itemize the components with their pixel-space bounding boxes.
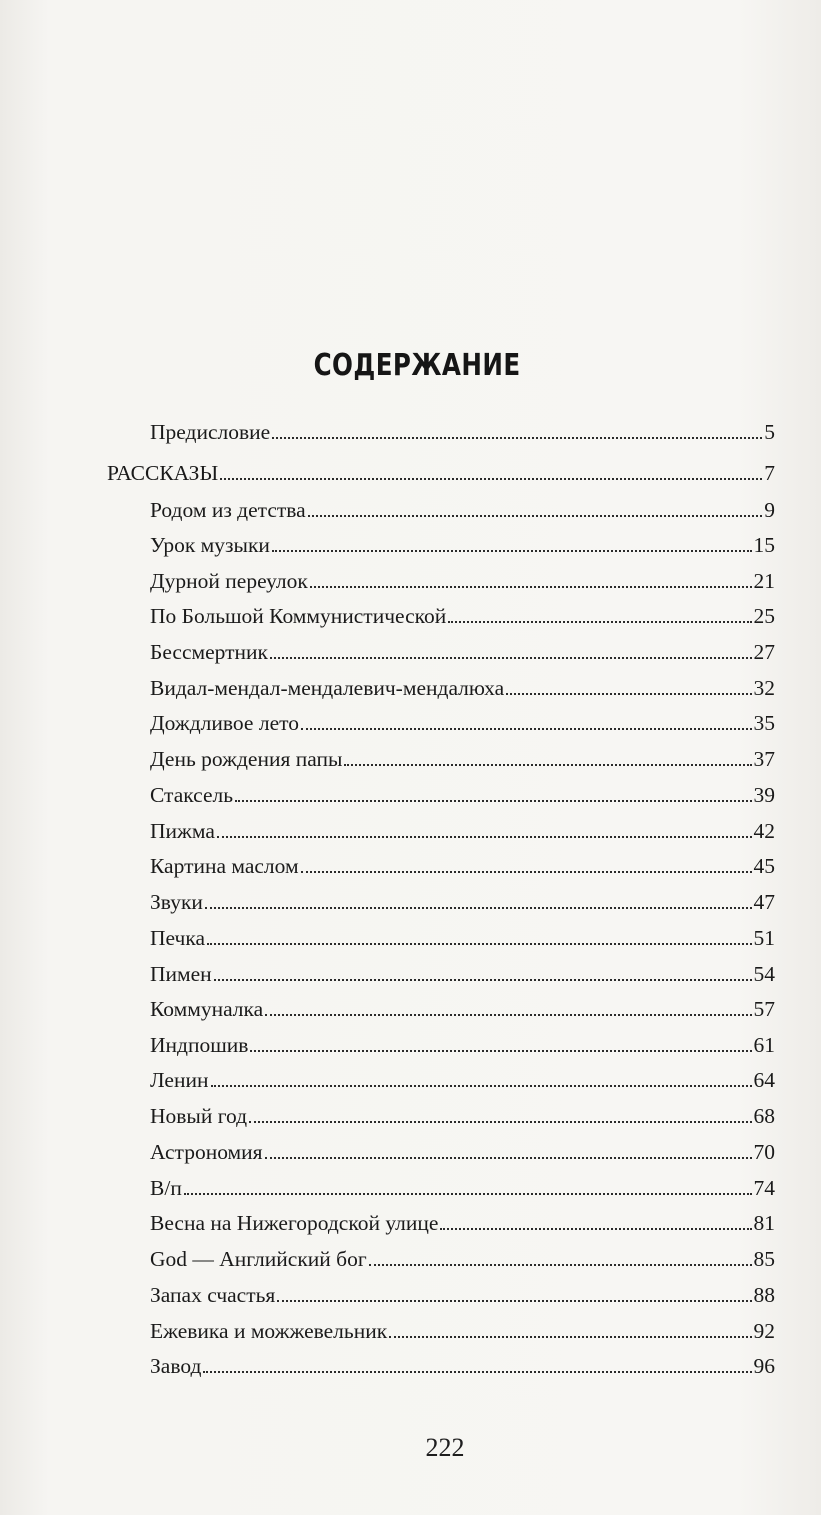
toc-entry [150, 1209, 775, 1239]
toc-entry [150, 960, 775, 990]
toc-entry-title: Пимен [150, 962, 212, 986]
dot-leader [235, 794, 751, 802]
dot-leader [448, 615, 751, 623]
toc-entry [150, 674, 775, 704]
toc-entry [150, 852, 775, 882]
toc-entry-page: 54 [753, 962, 775, 986]
dot-leader [249, 1115, 751, 1123]
toc-entry-title: Новый год [150, 1104, 248, 1128]
toc-entry [150, 1066, 775, 1096]
toc-entry-page: 88 [753, 1283, 775, 1307]
toc-entry [150, 1138, 775, 1168]
toc-entry-page: 5 [764, 420, 775, 444]
dot-leader [369, 1258, 752, 1266]
toc-entry-page: 27 [753, 640, 775, 664]
toc-entry-title: Урок музыки [150, 533, 270, 557]
toc-entry-page: 70 [753, 1140, 775, 1164]
dot-leader [250, 1044, 751, 1052]
toc-entry [150, 567, 775, 597]
toc-entry-title: Звуки [150, 890, 203, 914]
toc-section-title: РАССКАЗЫ [107, 461, 219, 485]
toc-entry [150, 1317, 775, 1347]
toc-entry [150, 888, 775, 918]
dot-leader [265, 1008, 751, 1016]
toc-entry-page: 7 [764, 461, 775, 485]
toc-entry-page: 68 [753, 1104, 775, 1128]
dot-leader [506, 687, 751, 695]
toc-entry-page: 57 [753, 997, 775, 1021]
toc-entry [150, 496, 775, 526]
toc-entry [150, 1174, 775, 1204]
dot-leader [184, 1187, 752, 1195]
toc-entry-title: Пижма [150, 819, 215, 843]
toc-entry-page: 39 [753, 783, 775, 807]
toc-entry [150, 817, 775, 847]
toc-entry-page: 15 [753, 533, 775, 557]
toc-entry-title: Печка [150, 926, 206, 950]
toc-entry [150, 1352, 775, 1382]
toc-entry-title: Ежевика и можжевельник [150, 1319, 388, 1343]
toc-entry-page: 45 [753, 854, 775, 878]
toc-entry [150, 1245, 775, 1275]
dot-leader [220, 472, 762, 480]
dot-leader [265, 1151, 752, 1159]
toc-entry-title: День рождения папы [150, 747, 343, 771]
toc-entry [150, 1102, 775, 1132]
dot-leader [310, 580, 752, 588]
toc-entry-title: Видал-мендал-мендалевич-мендалюха [150, 676, 505, 700]
contents-heading: СОДЕРЖАНИЕ [313, 348, 521, 383]
toc-entry [150, 1281, 775, 1311]
dot-leader [301, 722, 752, 730]
toc-entry [150, 638, 775, 668]
toc-entry-title: Дождливое лето [150, 711, 299, 735]
toc-entry-page: 32 [753, 676, 775, 700]
toc-entry [150, 924, 775, 954]
toc-entry-page: 74 [753, 1176, 775, 1200]
toc-entry-title: Дурной переулок [150, 569, 308, 593]
toc-entry-page: 61 [753, 1033, 775, 1057]
toc-entry-title: Весна на Нижегородской улице [150, 1211, 439, 1235]
toc-entry [150, 995, 775, 1025]
toc-entry-title: Индпошив [150, 1033, 249, 1057]
toc-entry-page: 25 [753, 604, 775, 628]
toc-entry-page: 96 [753, 1354, 775, 1378]
toc-entry [150, 602, 775, 632]
toc-entry [150, 531, 775, 561]
page-number: 222 [425, 1433, 465, 1462]
toc-entry-title: В/п [150, 1176, 182, 1200]
toc-entry [150, 781, 775, 811]
toc-entry-page: 21 [753, 569, 775, 593]
toc-entry-title: Стаксель [150, 783, 234, 807]
dot-leader [277, 1294, 751, 1302]
toc-entry-title: Предисловие [150, 420, 271, 444]
toc-entry-page: 42 [753, 819, 775, 843]
dot-leader [214, 973, 752, 981]
dot-leader [308, 509, 763, 517]
toc-section-entry [107, 459, 775, 489]
toc-entry-title: Астрономия [150, 1140, 263, 1164]
dot-leader [205, 901, 752, 909]
toc-entry-page: 9 [764, 498, 775, 522]
toc-entry-title: Завод [150, 1354, 202, 1378]
toc-entry [150, 418, 775, 448]
toc-entry-page: 81 [753, 1211, 775, 1235]
toc-entry-title: По Большой Коммунистической [150, 604, 447, 628]
toc-entry-page: 64 [753, 1068, 775, 1092]
dot-leader [207, 937, 751, 945]
toc-entry-title: Ленин [150, 1068, 209, 1092]
toc-entry-page: 85 [753, 1247, 775, 1271]
toc-entry-page: 51 [753, 926, 775, 950]
toc-entry-title: Картина маслом [150, 854, 299, 878]
toc-entry-title: Запах счастья [150, 1283, 276, 1307]
dot-leader [272, 544, 752, 552]
toc-entry-page: 37 [753, 747, 775, 771]
toc-entry-page: 92 [753, 1319, 775, 1343]
dot-leader [217, 830, 752, 838]
toc-entry-page: 47 [753, 890, 775, 914]
dot-leader [389, 1330, 751, 1338]
toc-entry-title: Родом из детства [150, 498, 306, 522]
dot-leader [344, 758, 751, 766]
toc-entry-page: 35 [753, 711, 775, 735]
toc-entry-title: Бессмертник [150, 640, 268, 664]
toc-entry [150, 1031, 775, 1061]
toc-entry [150, 745, 775, 775]
dot-leader [203, 1365, 751, 1373]
dot-leader [301, 865, 752, 873]
dot-leader [211, 1079, 752, 1087]
toc-entry [150, 709, 775, 739]
dot-leader [272, 431, 762, 439]
dot-leader [270, 651, 752, 659]
dot-leader [440, 1222, 751, 1230]
toc-entry-title: God — Английский бог [150, 1247, 367, 1271]
toc-entry-title: Коммуналка [150, 997, 264, 1021]
